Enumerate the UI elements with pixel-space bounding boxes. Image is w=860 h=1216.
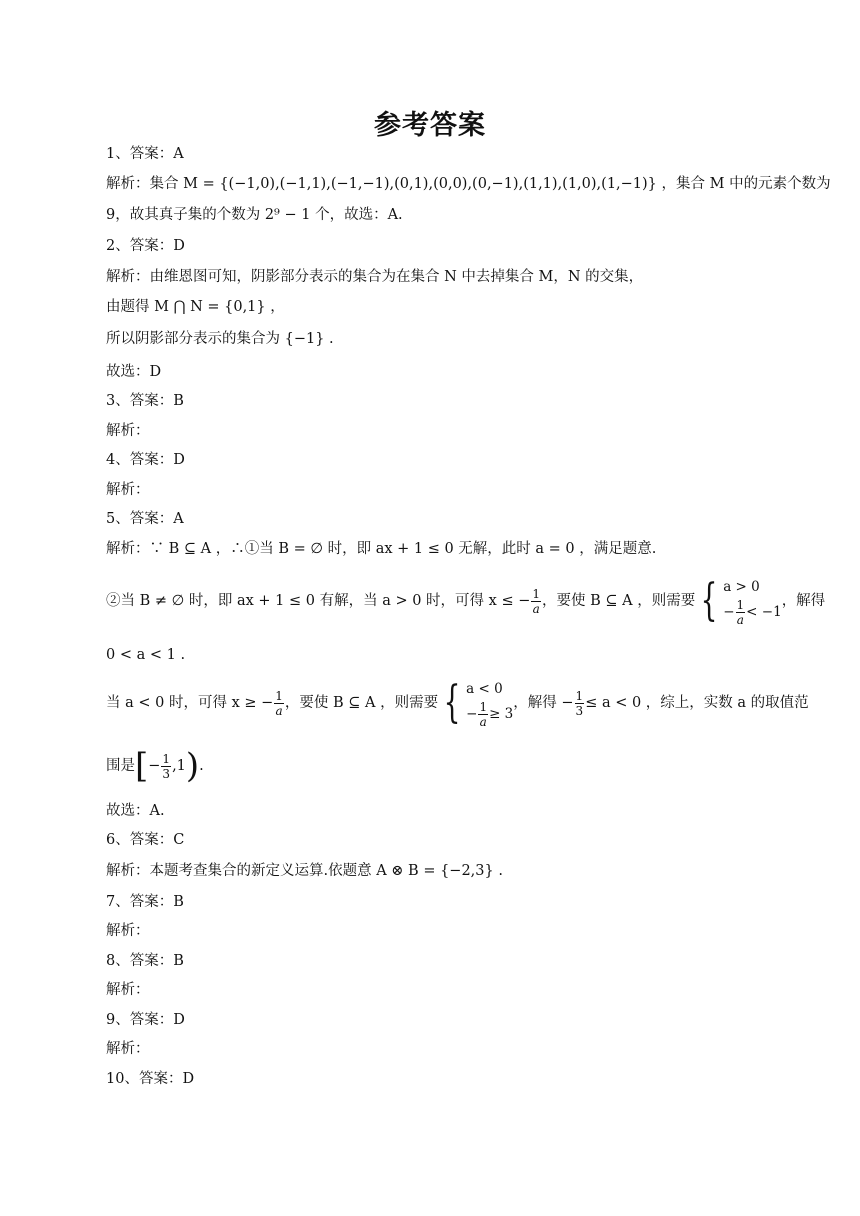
explanation-line: 0 < a < 1 . <box>106 647 186 663</box>
answer-line: 10、答案：D <box>106 1071 195 1087</box>
explanation-line: 围是 [ − $\frac{1}{3}$ ,1 ) . <box>106 746 204 786</box>
answer-line: 8、答案：B <box>106 953 184 969</box>
fraction: $\frac{1}{a}$ <box>275 688 283 718</box>
explanation-line: 故选：A. <box>106 803 165 819</box>
explanation-line: 故选：D <box>106 364 162 380</box>
left-brace: { <box>443 677 461 728</box>
answer-line: 9、答案：D <box>106 1012 185 1028</box>
left-bracket: [ <box>135 746 149 786</box>
answer-line: 5、答案：A <box>106 511 184 527</box>
fraction: $\frac{1}{a}$ <box>479 699 488 729</box>
inequality-system <box>695 576 781 627</box>
explain-text: ②当 B ≠ ∅ 时，即 ax + 1 ≤ 0 有解，当 a > 0 时，可得 x ≤ − <box>106 593 531 609</box>
fraction: $\frac{1}{a}$ <box>736 597 745 627</box>
explain-text: ，要使 B ⊆ A ，则需要 <box>542 593 696 609</box>
explain-text: 本题考查集合的新定义运算.依题意 A ⊗ B = {−2,3} . <box>149 863 503 879</box>
system-line: − $\frac{1}{a}$ < −1 <box>723 597 782 627</box>
fraction-denominator: a <box>532 601 540 616</box>
explain-prefix: 解析： <box>106 176 150 192</box>
system-line: − $\frac{1}{a}$ ≥ 3 <box>466 699 514 729</box>
system-line: a < 0 <box>466 680 503 697</box>
explanation-line <box>106 672 809 734</box>
system-line: a > 0 <box>723 578 760 595</box>
explanation-line <box>106 570 825 632</box>
explanation-line: 由题得 M ⋂ N = {0,1} ， <box>106 299 285 315</box>
explain-text: ，要使 B ⊆ A ，则需要 <box>284 695 439 711</box>
answer-line: 6、答案：C <box>106 832 185 848</box>
explain-text: ≤ a < 0 ，综上，实数 a 的取值范 <box>585 695 809 711</box>
explanation-line: 解析： <box>106 982 150 998</box>
explain-text: 当 a < 0 时，可得 x ≥ − <box>106 695 274 711</box>
answer-line: 4、答案：D <box>106 452 185 468</box>
answer-line: 2、答案：D <box>106 238 185 254</box>
explain-text: 围是 <box>106 758 135 774</box>
fraction <box>531 587 541 616</box>
explanation-line: 解析： <box>106 482 150 498</box>
explain-text: ∵ B ⊆ A ，∴①当 B = ∅ 时，即 ax + 1 ≤ 0 无解，此时 a = 0 ，满足题意. <box>149 541 657 557</box>
explanation-line <box>106 540 656 558</box>
explain-prefix: 解析： <box>106 541 150 557</box>
explanation-line: 解析： <box>106 1041 150 1057</box>
fraction: $\frac{1}{3}$ <box>575 688 584 718</box>
explain-text: ，解得 − <box>513 695 574 711</box>
explain-text: 集合 M = {(−1,0),(−1,1),(−1,−1),(0,1),(0,0),(0,−1),(1,1),(1,0),(1,−1)} ，集合 M 中的元素个数为 <box>149 176 831 192</box>
left-brace: { <box>700 575 718 626</box>
explain-prefix: 解析： <box>106 863 150 879</box>
explanation-line <box>106 268 643 286</box>
fraction-numerator: 1 <box>532 586 540 601</box>
answer-line: 1、答案：A <box>106 146 184 162</box>
explanation-line: 所以阴影部分表示的集合为 {−1} . <box>106 331 334 347</box>
page-title: 参考答案 <box>374 110 486 141</box>
explanation-line <box>106 175 831 193</box>
explanation-line: 9，故其真子集的个数为 2⁹ − 1 个，故选：A. <box>106 207 403 223</box>
right-paren: ) <box>185 746 200 786</box>
explanation-line: 解析： <box>106 923 150 939</box>
fraction: $\frac{1}{3}$ <box>162 751 171 781</box>
explain-prefix: 解析： <box>106 269 150 285</box>
explain-text: ，解得 <box>781 593 826 609</box>
answer-line: 7、答案：B <box>106 894 184 910</box>
explanation-line <box>106 862 503 880</box>
inequality-system <box>438 678 513 729</box>
explain-text: 由维恩图可知，阴影部分表示的集合为在集合 N 中去掉集合 M，N 的交集， <box>149 269 644 285</box>
explanation-line: 解析： <box>106 423 150 439</box>
answer-line: 3、答案：B <box>106 393 184 409</box>
